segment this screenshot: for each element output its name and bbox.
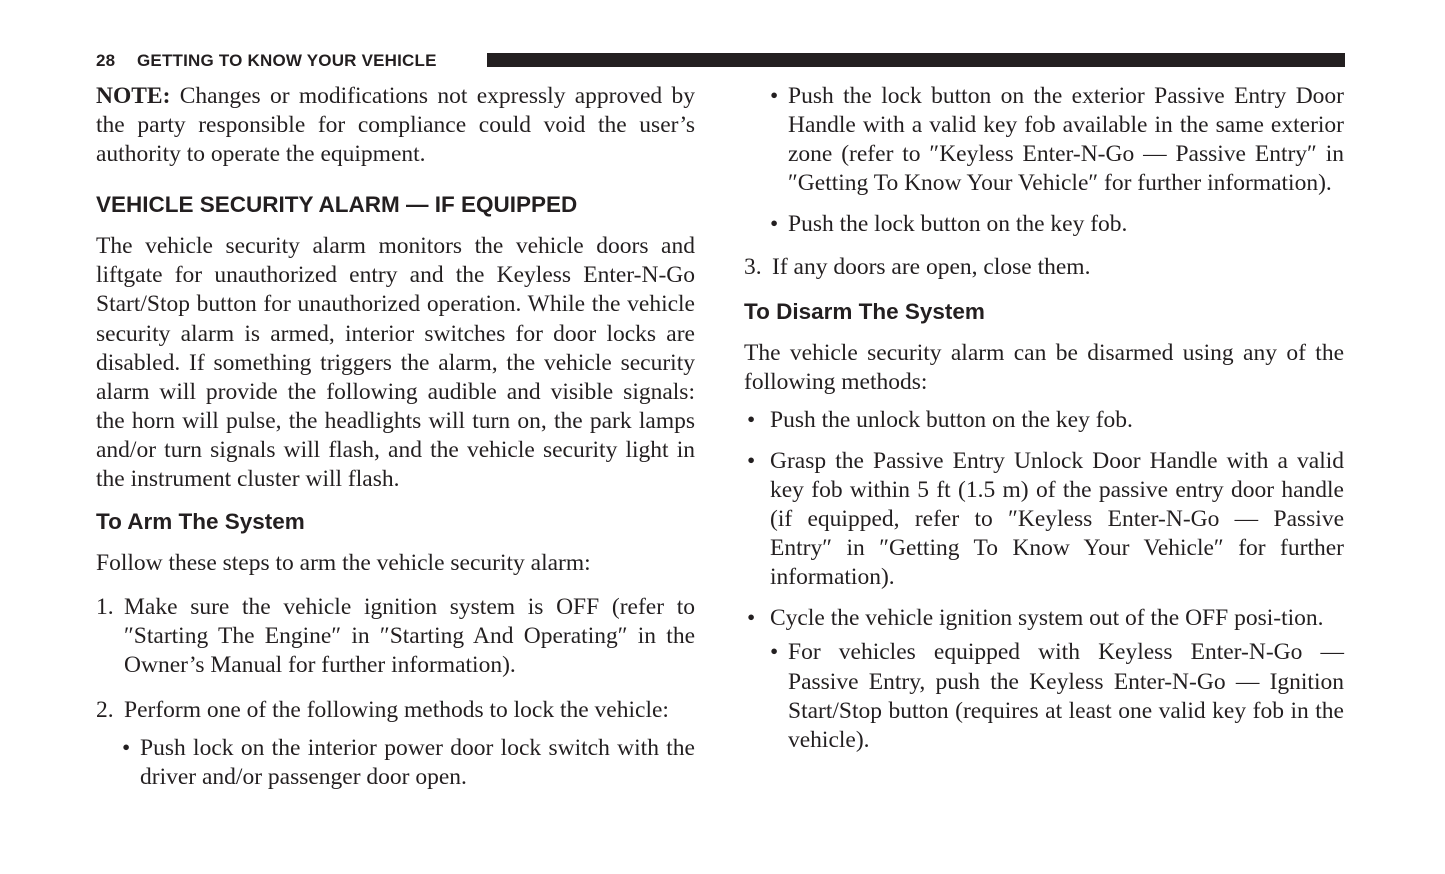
right-column bbox=[744, 82, 1344, 755]
bullet-icon: • bbox=[747, 406, 756, 433]
step-1-text: Make sure the vehicle ignition system is OFF (refer to ″Starting The Engine″ in ″Starting And Operating″ in the Owner’s Manual for further information). bbox=[124, 594, 695, 679]
step-2-number: 2. bbox=[96, 696, 114, 723]
disarm-method-3-text: Cycle the vehicle ignition system out of the OFF posi-tion. bbox=[770, 605, 1324, 632]
step-1 bbox=[96, 593, 695, 680]
bullet-icon: • bbox=[747, 447, 756, 474]
page-header bbox=[96, 49, 1346, 73]
arm-intro-text: Follow these steps to arm the vehicle security alarm: bbox=[96, 550, 591, 577]
step-2-method-interior-switch bbox=[96, 734, 695, 792]
left-column bbox=[96, 82, 695, 792]
running-title: GETTING TO KNOW YOUR VEHICLE bbox=[137, 51, 437, 70]
step-1-number: 1. bbox=[96, 594, 114, 621]
step-2-method-2-text: Push the lock button on the exterior Passive Entry Door Handle with a valid key fob available in the same exterior zone (refer to ″Keyless Enter-N-Go — Passive Entry″ in ″Getting To Know Your Vehicle″ for further information). bbox=[788, 83, 1344, 197]
disarm-method-1-text: Push the unlock button on the key fob. bbox=[770, 406, 1133, 433]
step-3-text: If any doors are open, close them. bbox=[772, 254, 1091, 281]
step-2-method-key-fob bbox=[744, 210, 1344, 239]
bullet-icon: • bbox=[770, 639, 779, 666]
section-heading-security-alarm: VEHICLE SECURITY ALARM — IF EQUIPPED bbox=[96, 192, 578, 218]
bullet-icon: • bbox=[747, 605, 756, 632]
step-2-text: Perform one of the following methods to lock the vehicle: bbox=[124, 696, 669, 723]
security-alarm-description: The vehicle security alarm monitors the vehicle doors and liftgate for unauthorized entry and the Keyless Enter-N-Go Start/Stop button for unauthorized operation. While the vehicle security alarm is armed, interior switches for door locks are disabled. If something triggers the alarm, the vehicle security alarm will provide the following audible and visible signals: the horn will pulse, the headlights will turn on, the park lamps and/or turn signals will flash, and the vehicle security light in the instrument cluster will flash. bbox=[96, 233, 695, 493]
step-2-method-exterior-handle bbox=[744, 82, 1344, 198]
disarm-intro-text: The vehicle security alarm can be disarmed using any of the following methods: bbox=[744, 339, 1344, 395]
bullet-icon: • bbox=[770, 211, 779, 238]
disarm-method-3-sub-keyless bbox=[744, 638, 1344, 754]
disarm-method-door-handle bbox=[744, 447, 1344, 592]
arm-system-heading: To Arm The System bbox=[96, 509, 305, 535]
disarm-method-2-text: Grasp the Passive Entry Unlock Door Handle with a valid key fob within 5 ft (1.5 m) of the passive entry door handle (if equipped, refer to ″Keyless Enter-N-Go — Passive Entry″ in ″Getting To Know Your Vehicle″ for further information). bbox=[770, 447, 1344, 591]
bullet-icon: • bbox=[770, 83, 779, 109]
note-text: Changes or modifications not expressly approved by the party responsible for compliance could void the user’s authority to operate the equipment. bbox=[96, 83, 695, 168]
disarm-method-ignition bbox=[744, 604, 1344, 633]
disarm-system-heading: To Disarm The System bbox=[744, 298, 985, 324]
step-2 bbox=[96, 696, 695, 725]
step-2-method-3-text: Push the lock button on the key fob. bbox=[788, 211, 1128, 238]
step-3-number: 3. bbox=[744, 254, 762, 281]
bullet-icon: • bbox=[122, 734, 131, 761]
step-3 bbox=[744, 253, 1344, 282]
disarm-method-3-sub-text: For vehicles equipped with Keyless Enter-N-Go — Passive Entry, push the Keyless Enter-N-Go — Ignition Start/Stop button (requires at least one valid key fob in the vehicle). bbox=[788, 639, 1344, 753]
step-2-method-1-text: Push lock on the interior power door lock switch with the driver and/or passenger door open. bbox=[140, 734, 695, 790]
disarm-method-key-fob bbox=[744, 406, 1344, 435]
page-number: 28 bbox=[96, 51, 116, 70]
note-label: NOTE: bbox=[96, 83, 171, 109]
note-paragraph bbox=[96, 82, 695, 169]
header-rule-bar bbox=[487, 53, 1345, 67]
